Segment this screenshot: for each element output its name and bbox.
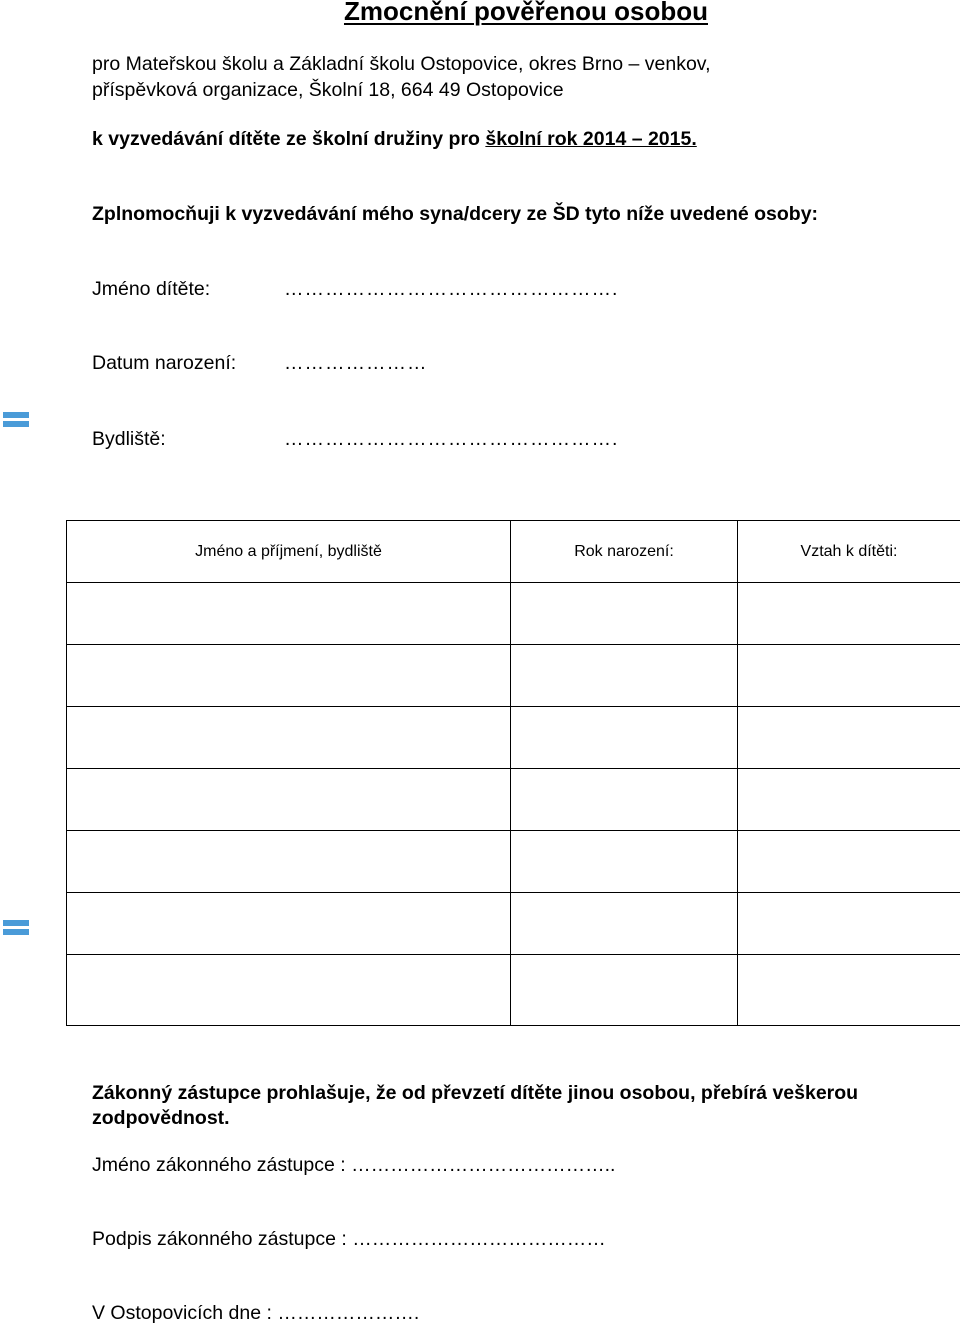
table-row	[67, 955, 960, 1026]
table-row	[67, 645, 960, 707]
margin-marker-icon	[3, 920, 29, 938]
table-cell[interactable]	[738, 645, 960, 707]
table-cell[interactable]	[67, 893, 511, 955]
school-line-1: pro Mateřskou školu a Základní školu Ostopovice, okres Brno – venkov,	[92, 53, 711, 75]
purpose-line	[92, 128, 697, 151]
table-row	[67, 583, 960, 645]
purpose-prefix: k vyzvedávání dítěte ze školní družiny pro	[92, 128, 486, 150]
table-cell[interactable]	[738, 955, 960, 1026]
school-year: školní rok 2014 – 2015.	[485, 128, 697, 150]
guardian-name-label: Jméno zákonného zástupce :	[92, 1154, 352, 1176]
table-cell[interactable]	[738, 893, 960, 955]
guardian-name-row	[92, 1154, 615, 1177]
table-cell[interactable]	[67, 831, 511, 893]
table-row	[67, 707, 960, 769]
table-cell[interactable]	[511, 769, 738, 831]
school-line-2: příspěvková organizace, Školní 18, 664 49 Ostopovice	[92, 79, 564, 101]
table-cell[interactable]	[67, 583, 511, 645]
table-cell[interactable]	[738, 583, 960, 645]
table-cell[interactable]	[511, 645, 738, 707]
header-relation: Vztah k dítěti:	[738, 521, 960, 583]
table-cell[interactable]	[511, 831, 738, 893]
authorization-statement: Zplnomocňuji k vyzvedávání mého syna/dcery ze ŠD tyto níže uvedené osoby:	[92, 203, 819, 225]
table-cell[interactable]	[511, 955, 738, 1026]
authorized-persons-table	[66, 520, 960, 1026]
page-title: Zmocnění pověřenou osobou	[343, 0, 708, 26]
guardian-name-field[interactable]: …………………………………..	[351, 1154, 616, 1176]
table-cell[interactable]	[738, 831, 960, 893]
place-date-label: V Ostopovicích dne :	[92, 1302, 278, 1324]
place-date-row	[92, 1302, 419, 1325]
birth-date-field[interactable]: …………………	[284, 352, 428, 374]
table-cell[interactable]	[738, 769, 960, 831]
child-name-label: Jméno dítěte:	[92, 278, 211, 300]
table-cell[interactable]	[67, 707, 511, 769]
table-row	[67, 769, 960, 831]
declaration-line-2: zodpovědnost.	[92, 1107, 230, 1129]
table-cell[interactable]	[738, 707, 960, 769]
header-name-address: Jméno a příjmení, bydliště	[67, 521, 511, 583]
guardian-signature-row	[92, 1228, 606, 1251]
table-row	[67, 831, 960, 893]
declaration-line-1: Zákonný zástupce prohlašuje, že od převzetí dítěte jinou osobou, přebírá veškerou	[92, 1082, 859, 1104]
address-field[interactable]: ………………………………………….	[284, 428, 619, 450]
table-cell[interactable]	[67, 769, 511, 831]
table-cell[interactable]	[511, 893, 738, 955]
margin-marker-icon	[3, 412, 29, 430]
child-name-field[interactable]: ………………………………………….	[284, 278, 619, 300]
birth-date-label: Datum narození:	[92, 352, 237, 374]
table-row	[67, 893, 960, 955]
table-cell[interactable]	[511, 707, 738, 769]
table-cell[interactable]	[67, 645, 511, 707]
place-date-field[interactable]: ………………….	[277, 1302, 420, 1324]
address-label: Bydliště:	[92, 428, 166, 450]
table-header-row	[67, 521, 960, 583]
guardian-signature-field[interactable]: …………………………………	[352, 1228, 606, 1250]
table-cell[interactable]	[511, 583, 738, 645]
guardian-signature-label: Podpis zákonného zástupce :	[92, 1228, 353, 1250]
table-cell[interactable]	[67, 955, 511, 1026]
header-birth-year: Rok narození:	[511, 521, 738, 583]
